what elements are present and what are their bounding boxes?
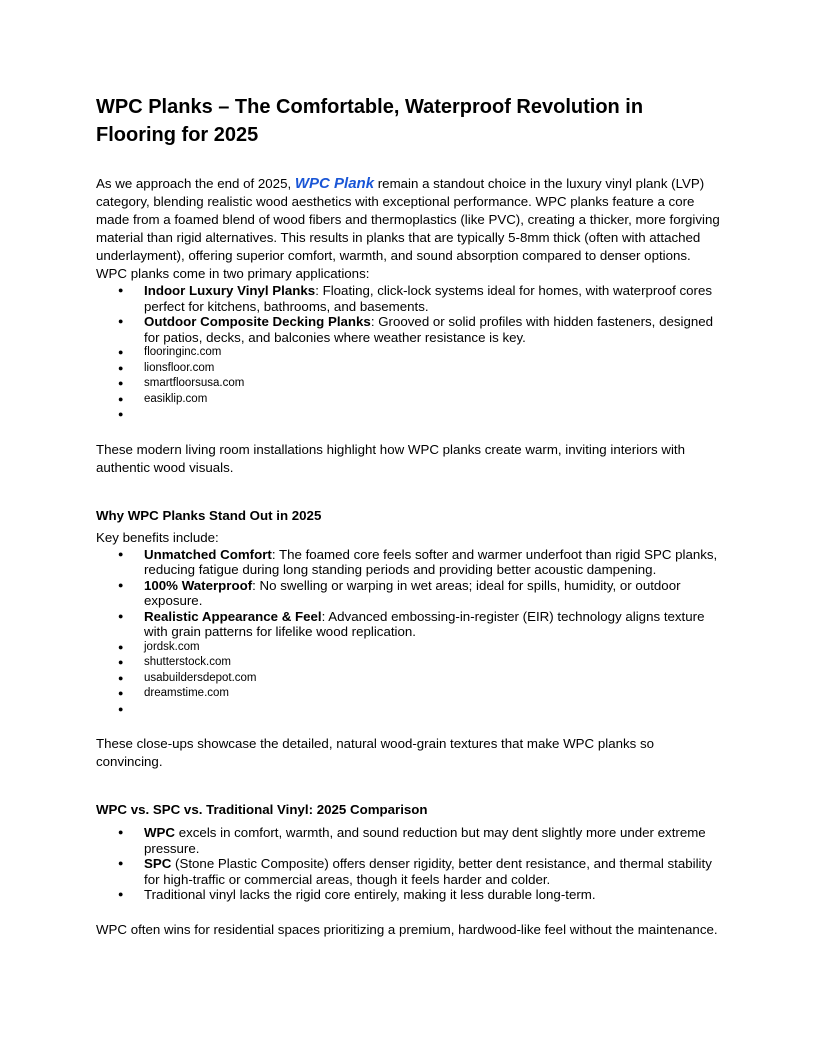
- list-item: ● 100% Waterproof: No swelling or warping in wet areas; ideal for spills, humidity, or outdoor exposure.: [96, 578, 724, 609]
- caption-1: These modern living room installations highlight how WPC planks create warm, inviting interiors with authentic wood visuals.: [96, 441, 686, 475]
- intro-after: remain a standout choice in the luxury vinyl plank (LVP) category, blending realistic wood aesthetics with exceptional performance. WPC planks feature a core made from a foamed blend of wood fibers and thermoplastics (like PVC), creating a thicker, more forgiving material than rigid alternatives. This results in planks that are typically 5-8mm thick (often with attached underlayment), offering superior comfort, warmth, and sound absorption compared to denser options.: [96, 176, 720, 263]
- source-item: ● usabuildersdepot.com: [96, 671, 724, 687]
- source-item: ● flooringinc.com: [96, 345, 724, 361]
- source-item: ● easiklip.com: [96, 392, 724, 408]
- list-item: ● Realistic Appearance & Feel: Advanced embossing-in-register (EIR) technology aligns texture with grain patterns for lifelike wood replication.: [96, 609, 724, 640]
- source-item: ● smartfloorsusa.com: [96, 376, 724, 392]
- list-item: ● Indoor Luxury Vinyl Planks: Floating, click-lock systems ideal for homes, with waterproof cores perfect for kitchens, bathrooms, and basements.: [96, 283, 724, 314]
- list-item: ● SPC (Stone Plastic Composite) offers denser rigidity, better dent resistance, and thermal stability for high-traffic or commercial areas, though it feels harder and colder.: [96, 856, 724, 887]
- source-item: ● lionsfloor.com: [96, 361, 724, 377]
- caption-2: These close-ups showcase the detailed, natural wood-grain textures that make WPC planks so convincing.: [96, 736, 655, 769]
- document-page: [96, 93, 724, 939]
- source-item: ● dreamstime.com: [96, 686, 724, 702]
- intro-before: As we approach the end of 2025,: [96, 176, 295, 191]
- conclusion-paragraph: WPC often wins for residential spaces prioritizing a premium, hardwood-like feel without the maintenance.: [96, 921, 718, 937]
- list-item: ● WPC excels in comfort, warmth, and sound reduction but may dent slightly more under extreme pressure.: [96, 825, 724, 856]
- page-title: WPC Planks – The Comfortable, Waterproof Revolution in Flooring for 2025: [96, 96, 644, 146]
- source-item: ● jordsk.com: [96, 640, 724, 656]
- list-item: ● Outdoor Composite Decking Planks: Grooved or solid profiles with hidden fasteners, designed for patios, decks, and balconies where weather resistance is key.: [96, 314, 724, 345]
- list-item: ● Traditional vinyl lacks the rigid core entirely, making it less durable long-term.: [96, 887, 724, 903]
- list-item: ● Unmatched Comfort: The foamed core feels softer and warmer underfoot than rigid SPC planks, reducing fatigue during long standing periods and providing better acoustic dampening.: [96, 547, 724, 578]
- benefits-list: [96, 547, 724, 718]
- source-item-empty: [96, 702, 724, 718]
- section-2-intro: Key benefits include:: [96, 529, 219, 545]
- section-2-heading: Why WPC Planks Stand Out in 2025: [96, 507, 322, 523]
- applications-intro: WPC planks come in two primary applications:: [96, 266, 370, 281]
- applications-list: [96, 283, 724, 423]
- comparison-list: [96, 825, 724, 903]
- source-item: ● shutterstock.com: [96, 655, 724, 671]
- source-item-empty: [96, 407, 724, 423]
- wpc-plank-link[interactable]: WPC Plank: [294, 175, 375, 192]
- intro-paragraph: [96, 175, 724, 265]
- section-3-heading: WPC vs. SPC vs. Traditional Vinyl: 2025 Comparison: [96, 802, 428, 817]
